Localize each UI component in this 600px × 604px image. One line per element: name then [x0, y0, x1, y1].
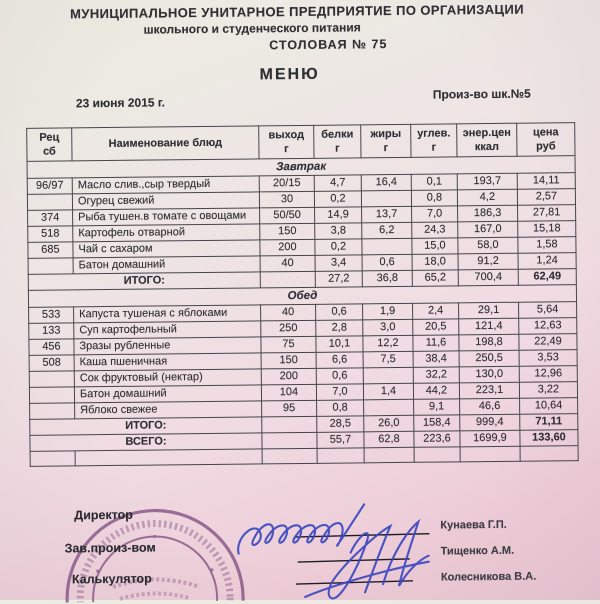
cell-energy: 130,0	[459, 366, 519, 383]
cell-protein: 27,2	[315, 271, 362, 287]
cell-fat: 12,2	[363, 335, 413, 352]
section-title: Завтрак	[27, 156, 575, 179]
org-name-line2: школьного и студенческого питания	[143, 20, 361, 37]
cell-fat: 1,9	[363, 303, 413, 320]
cell-carbs: 20,5	[413, 319, 459, 335]
cell-output: 150	[260, 223, 315, 240]
cell-protein: 10,1	[316, 336, 363, 352]
cell-output: 40	[260, 255, 315, 272]
cell-carbs: 223,6	[414, 431, 460, 447]
col-header-recipe: Рец сб	[27, 128, 72, 161]
cell-fat: 1,4	[363, 383, 413, 400]
cell-recipe	[28, 258, 73, 274]
cell-carbs: 24,3	[412, 222, 458, 238]
cell-recipe: 374	[28, 210, 73, 226]
cell-protein: 0,6	[316, 304, 363, 320]
cell-price: 27,81	[518, 205, 576, 222]
cell-carbs: 38,4	[413, 351, 459, 367]
col-header-protein: белки г	[314, 125, 361, 158]
empty-cell	[262, 448, 317, 464]
cell-energy: 193,7	[457, 173, 517, 190]
cell-energy: 58,0	[458, 237, 518, 254]
cell-dish-name: Картофель отварной	[73, 224, 260, 242]
cell-protein: 0,2	[314, 191, 361, 207]
cell-price: 12,96	[519, 366, 577, 383]
signatory-name: Кунаева Г.П.	[440, 518, 507, 532]
cell-recipe	[30, 403, 75, 419]
cell-output	[262, 416, 317, 433]
cell-fat: 62,8	[364, 431, 414, 448]
cell-dish-name: Батон домашний	[73, 256, 260, 274]
cell-price: 133,60	[520, 430, 578, 447]
cell-recipe: 133	[29, 323, 74, 339]
cell-dish-name: Суп картофельный	[74, 321, 261, 339]
cell-carbs: 18,0	[412, 254, 458, 270]
section-title: Обед	[28, 285, 576, 308]
empty-cell	[75, 449, 262, 466]
signatory-name: Тищенко А.М.	[440, 544, 515, 558]
cell-energy: 4,2	[457, 189, 517, 206]
cell-protein: 28,5	[317, 416, 364, 432]
cell-fat	[362, 238, 412, 255]
cell-output	[260, 271, 315, 288]
cell-dish-name: Капуста тушеная с яблоками	[74, 305, 261, 323]
cell-energy: 700,4	[458, 269, 518, 286]
cell-price: 2,57	[517, 189, 575, 206]
document-title: МЕНЮ	[259, 65, 320, 84]
cell-recipe	[27, 194, 72, 210]
empty-cell	[317, 448, 364, 463]
col-header-energy: энер.цен ккал	[457, 123, 517, 157]
cell-dish-name: Сок фруктовый (нектар)	[74, 369, 261, 387]
cell-energy: 186,3	[458, 205, 518, 222]
total-label: ВСЕГО:	[30, 433, 262, 451]
empty-cell	[520, 446, 578, 462]
total-label: ИТОГО:	[30, 417, 262, 435]
cell-dish-name: Огурец свежий	[72, 192, 259, 210]
cell-price: 3,53	[519, 350, 577, 367]
cell-price: 12,63	[519, 318, 577, 335]
cell-output: 75	[261, 336, 316, 353]
cell-protein: 14,9	[315, 207, 362, 223]
cell-energy: 1699,9	[460, 430, 520, 447]
empty-cell	[414, 447, 460, 462]
cell-output: 150	[261, 352, 316, 369]
menu-table-body	[27, 156, 578, 467]
cell-fat	[361, 190, 411, 207]
cell-fat	[364, 399, 414, 416]
cell-output	[262, 432, 317, 449]
signature-line-3	[296, 581, 413, 584]
cell-carbs: 0,8	[411, 190, 457, 206]
production-site: Произ-во шк.№5	[432, 86, 531, 102]
empty-cell	[364, 447, 414, 463]
cell-energy: 29,1	[459, 302, 519, 319]
cell-output: 95	[262, 400, 317, 417]
cell-price: 1,58	[518, 237, 576, 254]
cell-price: 3,22	[519, 382, 577, 399]
org-name-line1: МУНИЦИПАЛЬНОЕ УНИТАРНОЕ ПРЕДПРИЯТИЕ ПО ОРГАНИЗАЦИИ	[69, 1, 524, 22]
cell-energy: 999,4	[460, 414, 520, 431]
empty-cell	[30, 451, 75, 466]
role-director: Директор	[74, 507, 133, 523]
cell-price: 14,11	[517, 173, 575, 190]
cell-carbs: 32,2	[413, 367, 459, 383]
cell-output: 104	[261, 384, 316, 401]
cell-fat: 7,5	[363, 351, 413, 368]
cell-dish-name: Каша пшеничная	[74, 353, 261, 371]
cell-fat: 13,7	[362, 206, 412, 223]
cell-dish-name: Чай с сахаром	[73, 240, 260, 258]
role-production-manager: Зав.произ-вом	[64, 540, 156, 556]
col-header-dish: Наименование блюд	[72, 126, 259, 161]
col-header-carbs: углев. г	[411, 124, 457, 157]
cell-recipe: 685	[28, 242, 73, 258]
cell-carbs: 44,2	[413, 383, 459, 399]
cell-carbs: 9,1	[414, 399, 460, 415]
cell-protein: 3,8	[315, 223, 362, 239]
cell-energy: 223,1	[459, 382, 519, 399]
cell-protein: 0,2	[315, 239, 362, 255]
cell-protein: 4,7	[314, 175, 361, 191]
cell-price: 15,18	[518, 221, 576, 238]
cell-carbs: 2,4	[413, 303, 459, 319]
cell-fat	[363, 367, 413, 384]
cell-dish-name: Яблоко свежее	[75, 401, 262, 419]
cell-carbs: 158,4	[414, 415, 460, 431]
cell-output: 250	[261, 320, 316, 337]
col-header-price: цена руб	[517, 123, 575, 157]
cell-fat: 6,2	[362, 222, 412, 239]
empty-cell	[460, 446, 520, 462]
col-header-fat: жиры г	[361, 124, 411, 158]
cell-energy: 167,0	[458, 221, 518, 238]
cell-energy: 46,6	[460, 398, 520, 415]
cell-recipe	[29, 371, 74, 387]
cell-energy: 121,4	[459, 318, 519, 335]
cell-fat: 36,8	[362, 270, 412, 287]
cell-price: 71,11	[520, 414, 578, 431]
cell-recipe: 518	[28, 226, 73, 242]
canteen-number: СТОЛОВАЯ № 75	[269, 37, 388, 53]
cell-dish-name: Батон домашний	[74, 385, 261, 403]
menu-table	[26, 122, 579, 467]
cell-protein: 6,6	[316, 352, 363, 368]
cell-output: 20/15	[259, 175, 314, 192]
cell-output: 200	[261, 368, 316, 385]
cell-energy: 250,5	[459, 350, 519, 367]
cell-output: 40	[261, 304, 316, 321]
cell-carbs: 15,0	[412, 238, 458, 254]
cell-fat: 26,0	[364, 415, 414, 432]
handwritten-signature	[238, 504, 429, 600]
cell-fat: 3,0	[363, 319, 413, 336]
cell-protein: 2,8	[316, 320, 363, 336]
cell-output: 200	[260, 239, 315, 256]
cell-fat: 0,6	[362, 254, 412, 271]
signatory-name: Колесникова В.А.	[440, 570, 537, 584]
cell-price: 5,64	[519, 302, 577, 319]
cell-recipe	[29, 387, 74, 403]
cell-recipe: 508	[29, 355, 74, 371]
cell-carbs: 0,1	[411, 174, 457, 190]
cell-energy: 91,2	[458, 253, 518, 270]
cell-price: 62,49	[518, 269, 576, 286]
cell-price: 22,49	[519, 334, 577, 351]
cell-dish-name: Рыба тушен.в томате с овощами	[73, 208, 260, 226]
cell-protein: 55,7	[317, 432, 364, 448]
cell-protein: 0,6	[316, 368, 363, 384]
cell-dish-name: Зразы рубленные	[74, 337, 261, 355]
cell-fat: 16,4	[361, 174, 411, 191]
cell-recipe: 533	[29, 307, 74, 323]
total-label: ИТОГО:	[28, 272, 260, 290]
cell-recipe: 456	[29, 339, 74, 355]
menu-date: 23 июня 2015 г.	[75, 95, 166, 111]
cell-carbs: 65,2	[412, 270, 458, 286]
cell-price: 10,64	[520, 398, 578, 415]
cell-output: 30	[259, 191, 314, 208]
cell-protein: 3,4	[315, 255, 362, 271]
cell-output: 50/50	[260, 207, 315, 224]
cell-price: 1,24	[518, 253, 576, 270]
cell-dish-name: Масло слив.,сыр твердый	[72, 176, 259, 194]
role-calculator: Калькулятор	[71, 571, 152, 587]
cell-protein: 7,0	[316, 384, 363, 400]
cell-recipe: 96/97	[27, 178, 72, 194]
cell-carbs: 11,6	[413, 335, 459, 351]
cell-energy: 198,8	[459, 334, 519, 351]
col-header-output: выход г	[259, 125, 314, 159]
cell-carbs: 7,0	[412, 206, 458, 222]
cell-protein: 0,8	[317, 400, 364, 416]
